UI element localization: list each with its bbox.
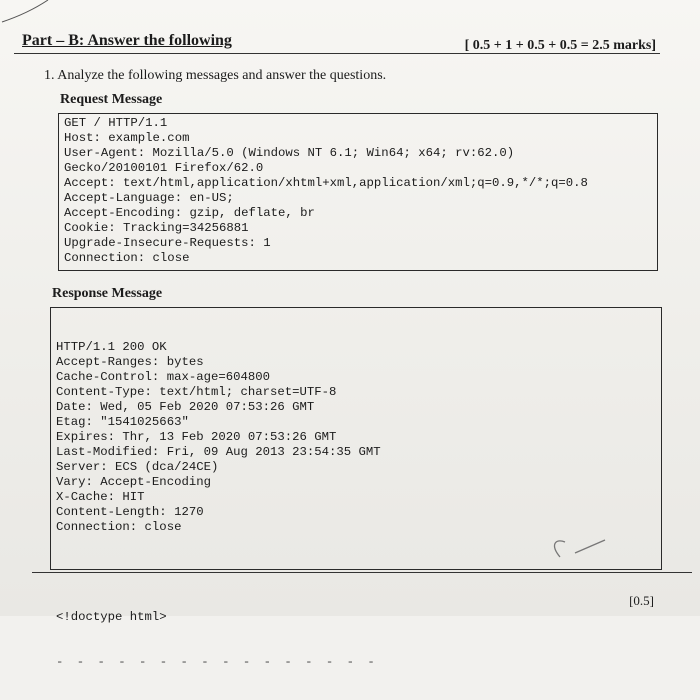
- request-message-box: [58, 113, 658, 271]
- footer-mark: [0.5]: [629, 593, 654, 608]
- request-line: Upgrade-Insecure-Requests: 1: [64, 236, 271, 250]
- response-line: Cache-Control: max-age=604800: [56, 370, 271, 384]
- request-line: User-Agent: Mozilla/5.0 (Windows NT 6.1; Win64; x64; rv:62.0): [64, 146, 515, 160]
- response-line: Last-Modified: Fri, 09 Aug 2013 23:54:35 GMT: [56, 445, 381, 459]
- bottom-divider: [32, 572, 692, 573]
- request-line: Accept: text/html,application/xhtml+xml,application/xml;q=0.9,*/*;q=0.8: [64, 176, 588, 190]
- request-label: Request Message: [60, 92, 163, 107]
- continuation-dashes: - - - - - - - - - - - - - - - -: [56, 655, 378, 669]
- request-line: Accept-Encoding: gzip, deflate, br: [64, 206, 315, 220]
- response-line: X-Cache: HIT: [56, 490, 145, 504]
- request-line: Cookie: Tracking=34256881: [64, 221, 249, 235]
- header-divider: [14, 53, 660, 54]
- response-line: Content-Length: 1270: [56, 505, 204, 519]
- response-label: Response Message: [52, 286, 163, 301]
- response-body-line: <!doctype html>: [56, 610, 167, 624]
- response-line: Accept-Ranges: bytes: [56, 355, 204, 369]
- request-line: Host: example.com: [64, 131, 190, 145]
- request-line: GET / HTTP/1.1: [64, 116, 168, 130]
- request-line: Accept-Language: en-US;: [64, 191, 234, 205]
- response-line: Connection: close: [56, 520, 182, 534]
- response-message-box: [50, 307, 662, 669]
- response-line: Date: Wed, 05 Feb 2020 07:53:26 GMT: [56, 400, 315, 414]
- question-text: 1. Analyze the following messages and answer the questions.: [44, 68, 387, 83]
- section-title: Part – B: Answer the following: [22, 32, 232, 49]
- response-headers: [56, 340, 656, 535]
- response-line: Vary: Accept-Encoding: [56, 475, 211, 489]
- request-line: Connection: close: [64, 251, 190, 265]
- response-line: Expires: Thr, 13 Feb 2020 07:53:26 GMT: [56, 430, 337, 444]
- response-line: Server: ECS (dca/24CE): [56, 460, 219, 474]
- response-line: Content-Type: text/html; charset=UTF-8: [56, 385, 337, 399]
- response-line: Etag: "1541025663": [56, 415, 189, 429]
- marks-breakdown: [ 0.5 + 1 + 0.5 + 0.5 = 2.5 marks]: [464, 38, 656, 53]
- request-line: Gecko/20100101 Firefox/62.0: [64, 161, 264, 175]
- response-line: HTTP/1.1 200 OK: [56, 340, 167, 354]
